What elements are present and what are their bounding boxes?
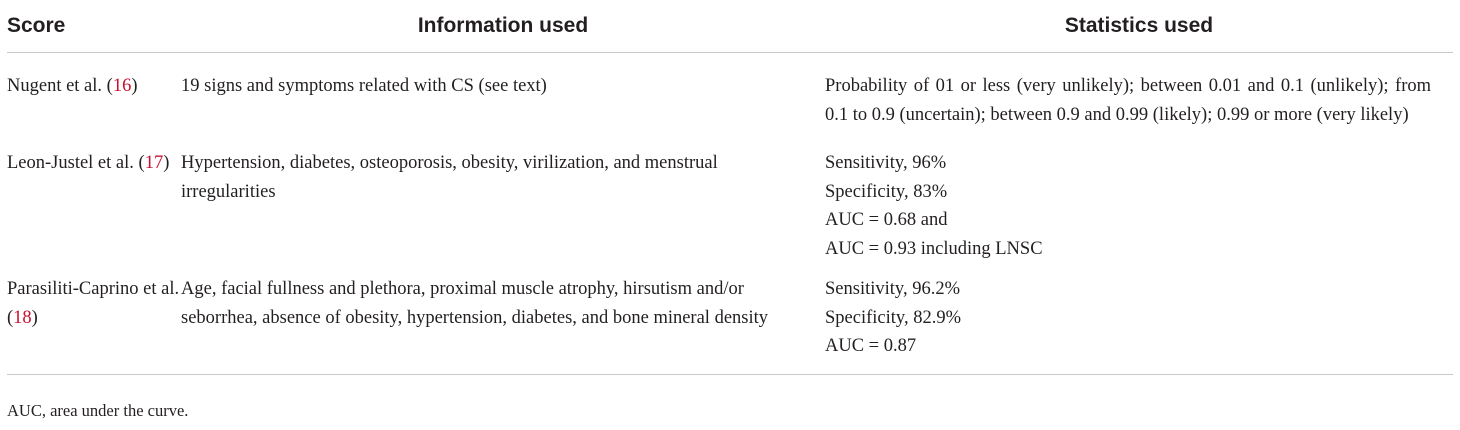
information-cell: 19 signs and symptoms related with CS (see text) (181, 76, 547, 96)
score-cell (7, 273, 181, 374)
score-author: Parasiliti-Caprino et al. ( (7, 279, 180, 328)
information-cell: Age, facial fullness and plethora, proximal muscle atrophy, hirsutism and/or seborrhea, absence of obesity, hypertension, diabetes, and bone mineral density (181, 273, 825, 374)
statistics-line: Sensitivity, 96.2% (825, 279, 960, 299)
score-cell (7, 53, 181, 140)
score-author: Nugent et al. ( (7, 76, 113, 96)
header-information: Information used (181, 0, 825, 53)
header-score: Score (7, 0, 181, 53)
reference-link[interactable]: 18 (13, 307, 32, 328)
table-row (7, 139, 1453, 273)
table-footnote: AUC, area under the curve. (7, 401, 189, 420)
table-row (7, 273, 1453, 374)
score-close: ) (31, 307, 38, 328)
statistics-line: AUC = 0.87 (825, 336, 917, 356)
statistics-line: Specificity, 82.9% (825, 307, 961, 328)
reference-link[interactable]: 17 (144, 153, 164, 173)
header-statistics: Statistics used (825, 0, 1453, 53)
table-row (7, 53, 1453, 140)
score-close: ) (163, 153, 170, 173)
score-cell (7, 139, 181, 273)
statistics-cell (825, 273, 1453, 374)
statistics-cell (825, 139, 1453, 273)
information-cell: Hypertension, diabetes, osteoporosis, obesity, virilization, and menstrual irregularities (181, 153, 718, 202)
header-row (7, 0, 1453, 53)
statistics-line: Sensitivity, 96% (825, 153, 947, 173)
statistics-line: Probability of 01 or less (very unlikely); between 0.01 and 0.1 (unlikely); from 0.1 to 0.9 (uncertain); between 0.9 and 0.99 (likely); 0.99 or more (very likely) (825, 76, 1431, 125)
statistics-cell (825, 53, 1453, 140)
score-author: Leon-Justel et al. ( (7, 153, 145, 173)
statistics-line: Specificity, 83% (825, 181, 948, 202)
scores-table (7, 0, 1453, 375)
statistics-line: AUC = 0.68 and (825, 210, 948, 230)
score-close: ) (131, 76, 138, 96)
reference-link[interactable]: 16 (112, 76, 132, 96)
statistics-line: AUC = 0.93 including LNSC (825, 238, 1043, 259)
